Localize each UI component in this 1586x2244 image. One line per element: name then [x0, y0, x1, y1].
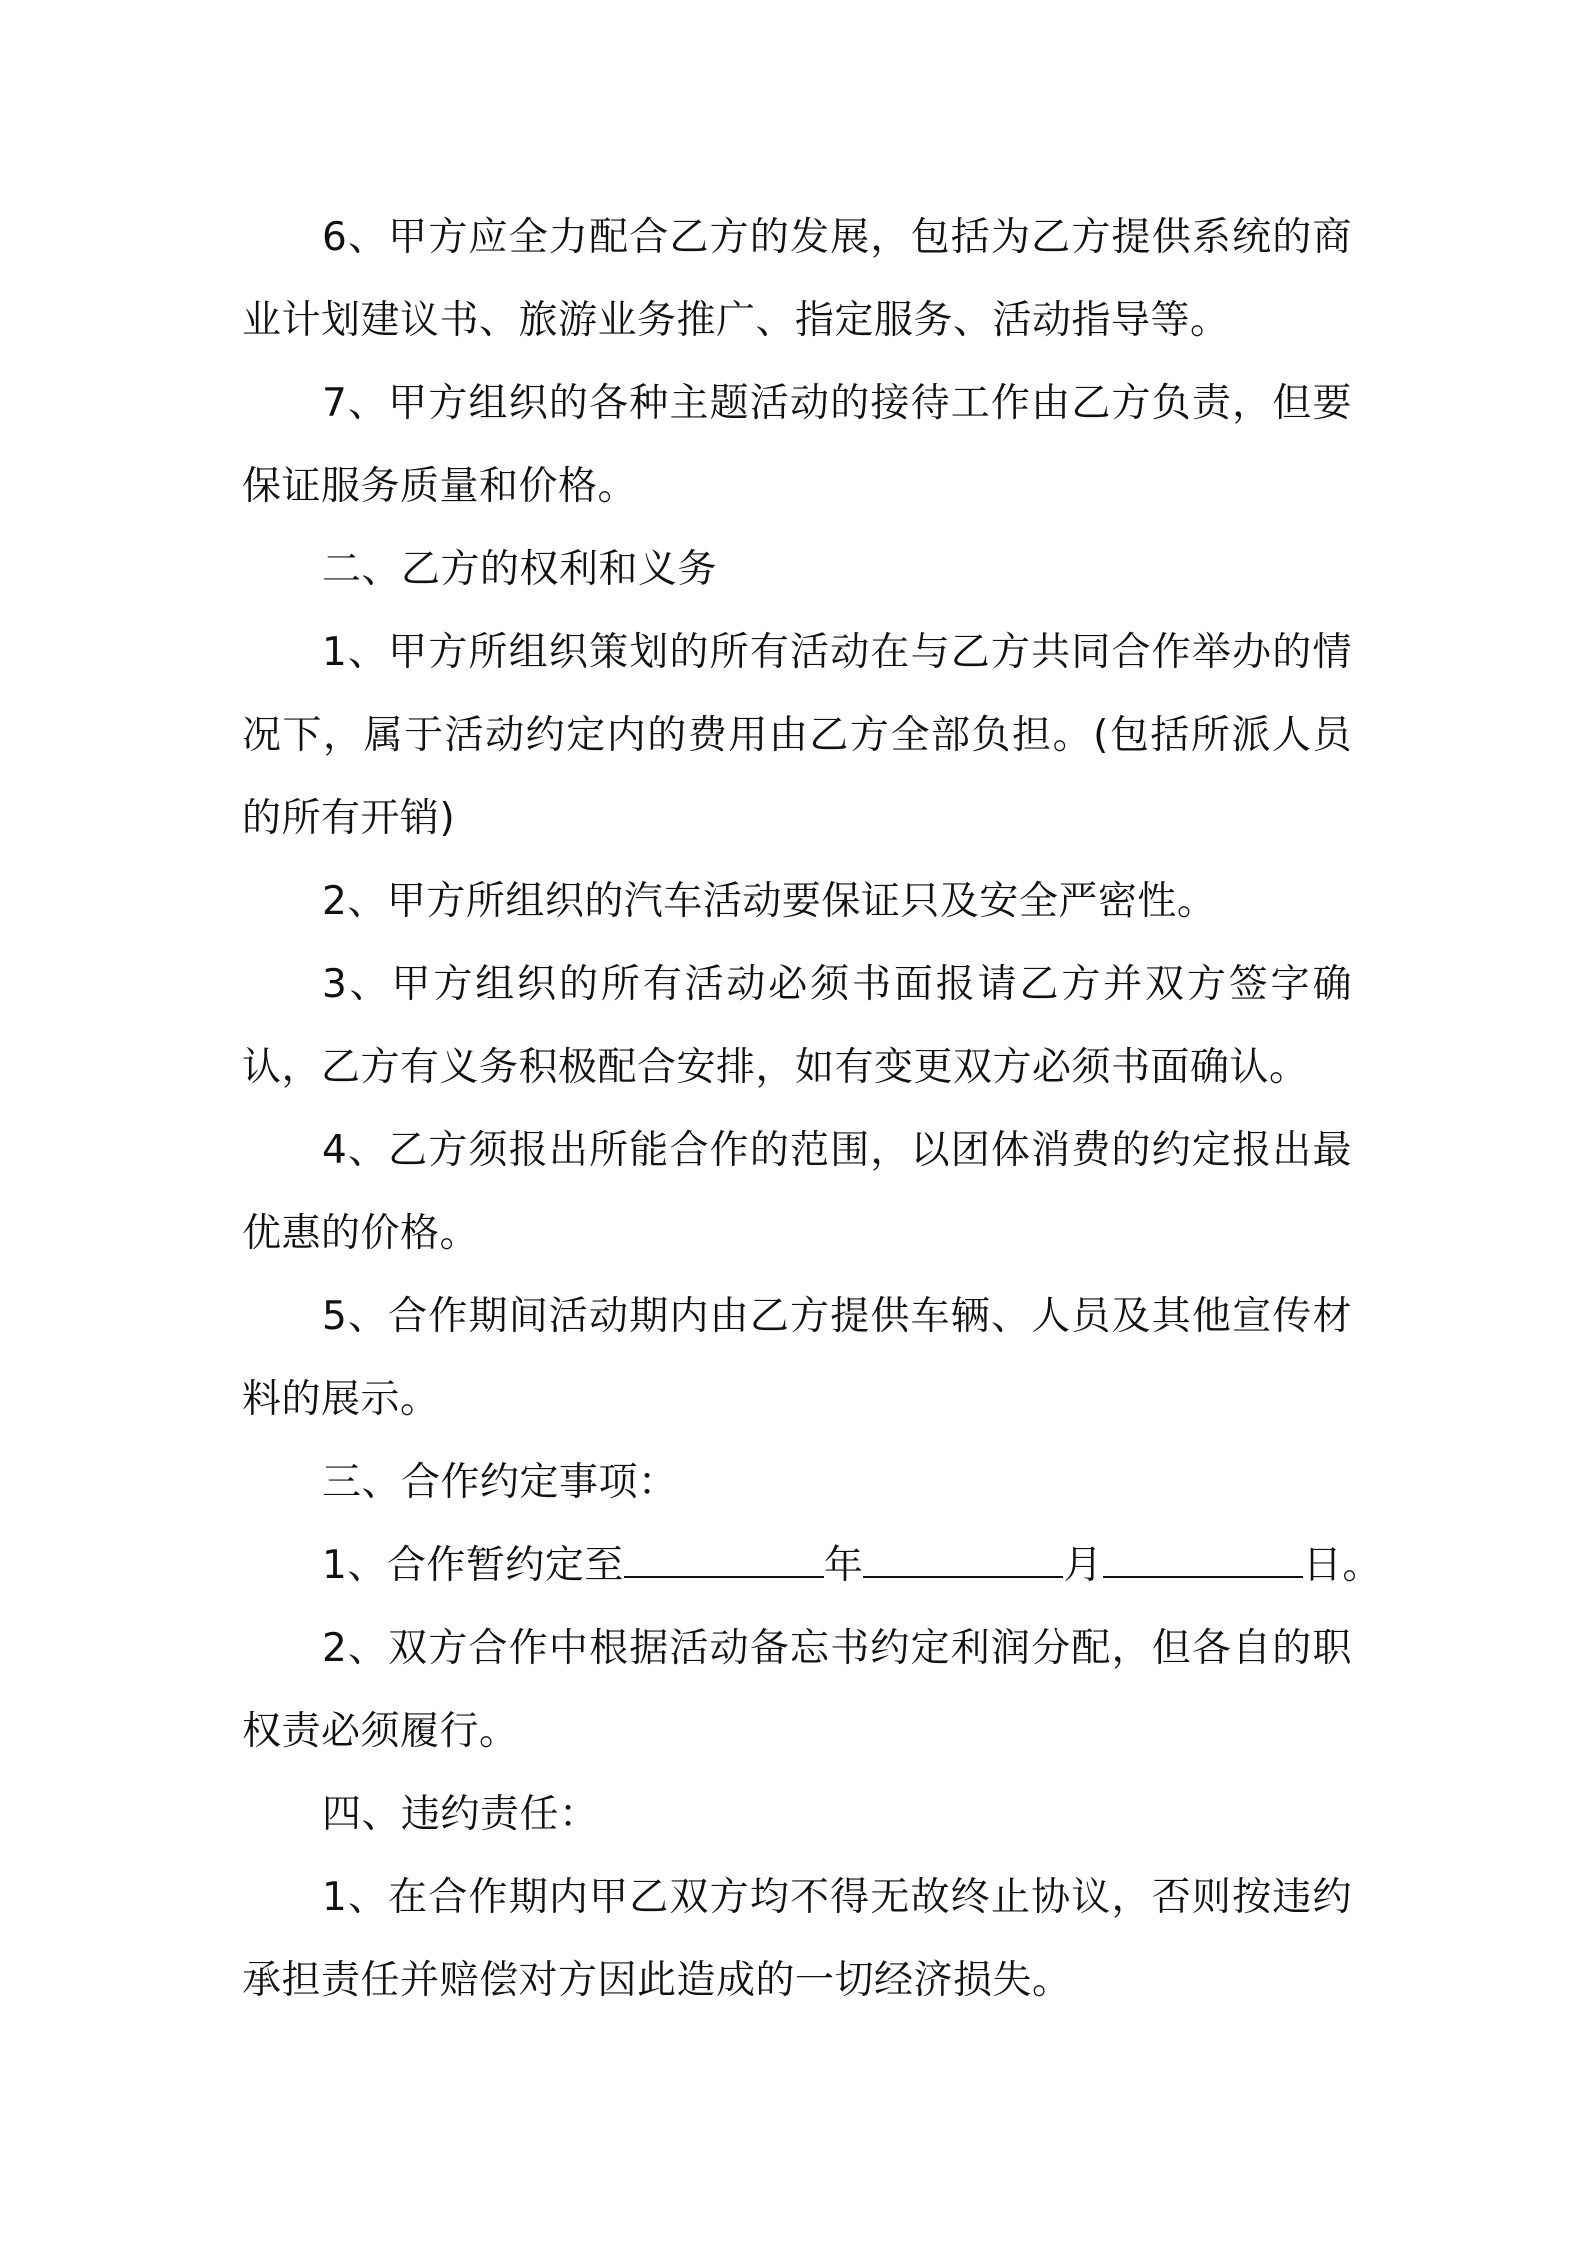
- paragraph-item-2-1: 1、甲方所组织策划的所有活动在与乙方共同合作举办的情况下，属于活动约定内的费用由乙方全部负担。(包括所派人员的所有开销): [242, 630, 1352, 841]
- day-label: 日。: [1302, 1543, 1382, 1588]
- year-blank: [624, 1540, 824, 1578]
- date-line: [242, 1524, 1382, 1607]
- paragraph-item-7: 7、甲方组织的各种主题活动的接待工作由乙方负责，但要保证服务质量和价格。: [242, 381, 1352, 509]
- paragraph-item-2-4: 4、乙方须报出所能合作的范围，以团体消费的约定报出最优惠的价格。: [242, 1128, 1352, 1256]
- section-heading-2: 二、乙方的权利和义务: [322, 547, 718, 592]
- paragraph-item-6: 6、甲方应全力配合乙方的发展，包括为乙方提供系统的商业计划建议书、旅游业务推广、指定服务、活动指导等。: [242, 215, 1352, 343]
- paragraph-item-2-5: 5、合作期间活动期内由乙方提供车辆、人员及其他宣传材料的展示。: [242, 1294, 1352, 1422]
- document-body: [242, 196, 1382, 2022]
- year-label: 年: [823, 1543, 864, 1588]
- section-heading-3: 三、合作约定事项：: [322, 1460, 678, 1505]
- date-prefix: 1、合作暂约定至: [322, 1543, 624, 1588]
- paragraph-item-4-1: 1、在合作期内甲乙双方均不得无故终止协议，否则按违约承担责任并赔偿对方因此造成的一切经济损失。: [242, 1875, 1352, 2003]
- month-label: 月: [1063, 1543, 1103, 1588]
- section-heading-4: 四、违约责任：: [322, 1792, 599, 1837]
- paragraph-item-2-2: 2、甲方所组织的汽车活动要保证只及安全严密性。: [322, 879, 1217, 924]
- day-blank: [1103, 1540, 1303, 1578]
- paragraph-item-3-2: 2、双方合作中根据活动备忘书约定利润分配，但各自的职权责必须履行。: [242, 1626, 1352, 1754]
- paragraph-item-2-3: 3、甲方组织的所有活动必须书面报请乙方并双方签字确认，乙方有义务积极配合安排，如有变更双方必须书面确认。: [242, 962, 1352, 1090]
- month-blank: [863, 1540, 1063, 1578]
